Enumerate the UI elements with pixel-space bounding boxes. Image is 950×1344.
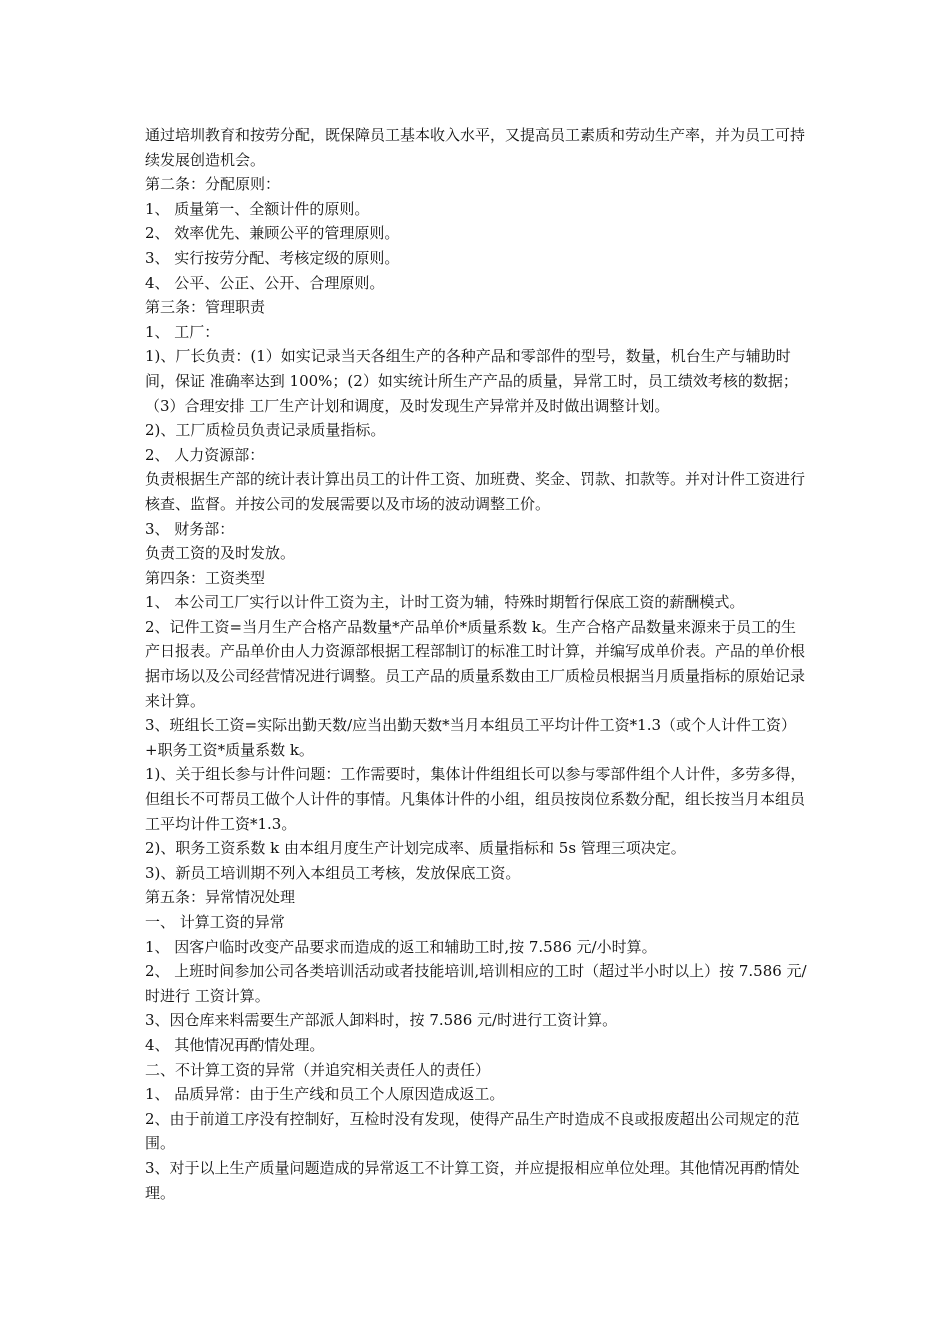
duty-factory-heading: 1、 工厂： [145, 322, 220, 341]
abnormal-unpaid-item-3: 3、对于以上生产质量问题造成的异常返工不计算工资，并应提报相应单位处理。其他情况再酌情处理。 [145, 1158, 800, 1202]
wage-type-sub-1: 1)、关于组长参与计件问题：工作需要时，集体计件组组长可以参与零部件组个人计件，多劳多得，但组长不可帮员工做个人计件的事情。凡集体计件的小组，组员按岗位系数分配，组长按当月本组员工平均计件工资*1.3。 [145, 765, 806, 833]
article-3-heading: 第三条：管理职责 [145, 298, 266, 317]
duty-finance-heading: 3、 财务部： [145, 519, 235, 538]
duty-factory-director: 1)、厂长负责：(1）如实记录当天各组生产的各种产品和零部件的型号，数量，机台生产与辅助时间，保证 准确率达到 100%；(2）如实统计所生产产品的质量，异常工时，员工绩效考核的数据；（3）合理安排 工厂生产计划和调度，及时发现生产异常并及时做出调整计划。 [145, 347, 798, 415]
intro-paragraph: 通过培圳教育和按劳分配，既保障员工基本收入水平，又提高员工素质和劳动生产率，并为员工可持续发展创造机会。 [145, 126, 806, 169]
principle-item-1: 1、 质量第一、全额计件的原则。 [145, 199, 370, 218]
abnormal-paid-item-3: 3、因仓库来料需要生产部派人卸料时，按 7.586 元/时进行工资计算。 [145, 1011, 618, 1030]
duty-hr-heading: 2、 人力资源部： [145, 445, 265, 464]
wage-type-item-2: 2、记件工资=当月生产合格产品数量*产品单价*质量系数 k。生产合格产品数量来源来于员工的生产日报表。产品单价由人力资源部根据工程部制订的标准工时计算，并编写成单价表。产品的单价根据市场以及公司经营情况进行调整。员工产品的质量系数由工厂质检员根据当月质量指标的原始记录来计算。 [145, 617, 806, 710]
wage-type-sub-2: 2)、职务工资系数 k 由本组月度生产计划完成率、质量指标和 5s 管理三项决定。 [145, 839, 686, 858]
principle-item-4: 4、 公平、公正、公开、合理原则。 [145, 273, 385, 292]
abnormal-unpaid-item-1: 1、 品质异常：由于生产线和员工个人原因造成返工。 [145, 1085, 505, 1104]
abnormal-paid-item-1: 1、 因客户临时改变产品要求而造成的返工和辅助工时,按 7.586 元/小时算。 [145, 937, 657, 956]
document-body [145, 123, 810, 1205]
article-4-heading: 第四条：工资类型 [145, 568, 266, 587]
wage-type-sub-3: 3)、新员工培训期不列入本组员工考核，发放保底工资。 [145, 863, 521, 882]
abnormal-paid-item-2: 2、 上班时间参加公司各类培训活动或者技能培训,培训相应的工时（超过半小时以上）按 7.586 元/时进行 工资计算。 [145, 962, 807, 1005]
duty-finance-text: 负责工资的及时发放。 [145, 544, 296, 563]
article-2-heading: 第二条：分配原则： [145, 175, 281, 194]
duty-hr-text: 负责根据生产部的统计表计算出员工的计件工资、加班费、奖金、罚款、扣款等。并对计件工资进行核查、监督。并按公司的发展需要以及市场的波动调整工价。 [145, 470, 806, 513]
abnormal-unpaid-item-2: 2、由于前道工序没有控制好，互检时没有发现，使得产品生产时造成不良或报废超出公司规定的范围。 [145, 1109, 800, 1153]
abnormal-paid-heading: 一、 计算工资的异常 [145, 913, 285, 931]
abnormal-paid-item-4: 4、 其他情况再酌情处理。 [145, 1035, 325, 1054]
duty-factory-inspector: 2)、工厂质检员负责记录质量指标。 [145, 421, 386, 440]
article-5-heading: 第五条：异常情况处理 [145, 888, 296, 907]
abnormal-unpaid-heading: 二、不计算工资的异常（并追究相关责任人的责任） [145, 1060, 491, 1079]
principle-item-3: 3、 实行按劳分配、考核定级的原则。 [145, 248, 400, 267]
wage-type-item-3: 3、班组长工资=实际出勤天数/应当出勤天数*当月本组员工平均计件工资*1.3（或个人计件工资）+职务工资*质量系数 k。 [145, 716, 797, 759]
wage-type-item-1: 1、 本公司工厂实行以计件工资为主，计时工资为辅，特殊时期暂行保底工资的薪酬模式。 [145, 593, 745, 612]
principle-item-2: 2、 效率优先、兼顾公平的管理原则。 [145, 224, 400, 243]
